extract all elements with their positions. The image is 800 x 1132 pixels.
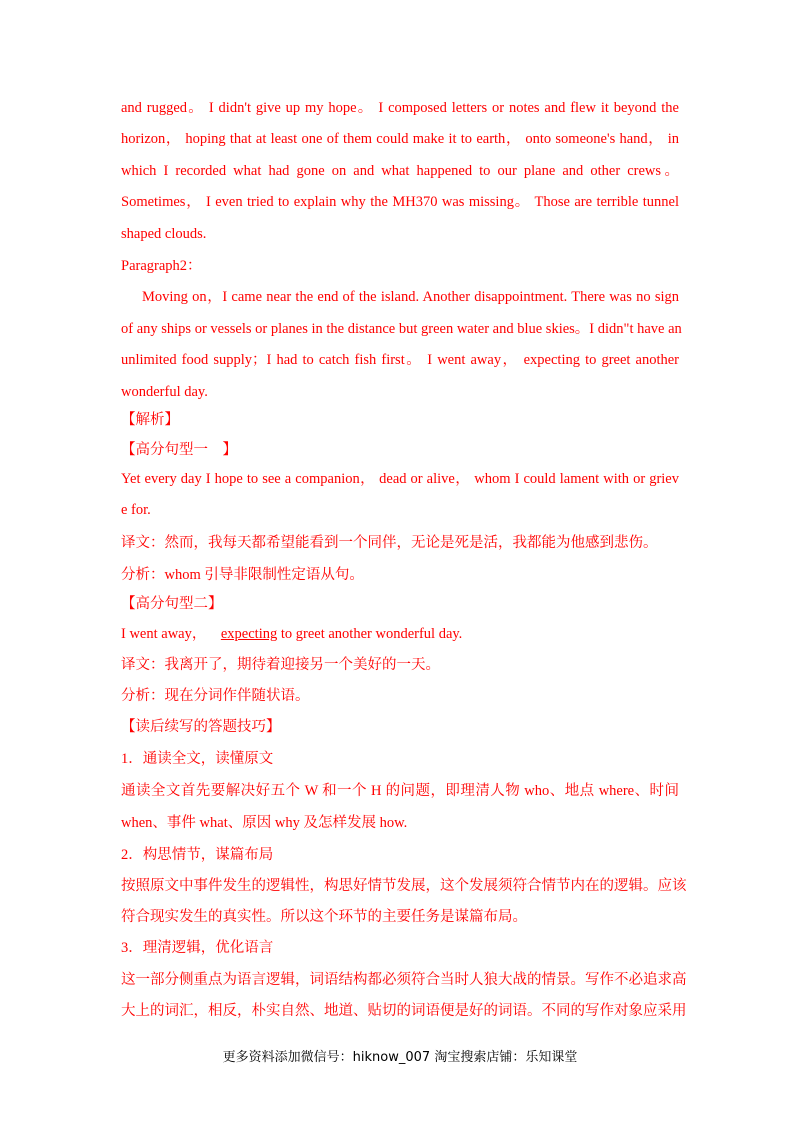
- analysis-heading: 【解析】: [121, 412, 179, 428]
- sentence1-note: 分析：whom 引导非限制性定语从句。: [121, 567, 364, 583]
- story-line: Sometimes， I even tried to explain why the MH370 was missing。 Those are terrible tunnel: [121, 194, 679, 210]
- sentence2-underlined-word: expecting: [220, 626, 278, 642]
- tip1-text: 通读全文首先要解决好五个 W 和一个 H 的问题，即理清人物 who、地点 where、时间: [121, 783, 679, 799]
- sentence2-text-end: to greet another wonderful day.: [277, 626, 463, 642]
- story-line: Moving on，I came near the end of the island. Another disappointment. There was no sign: [142, 289, 679, 305]
- tips-heading: 【读后续写的答题技巧】: [121, 719, 281, 735]
- tip1-title: 1．通读全文，读懂原文: [121, 751, 274, 767]
- story-line: and rugged。 I didn't give up my hope。 I composed letters or notes and flew it beyond the: [121, 100, 679, 116]
- story-line: shaped clouds.: [121, 226, 207, 242]
- tip1-text-cont: when、事件 what、原因 why 及怎样发展 how.: [121, 815, 408, 831]
- tip2-title: 2．构思情节，谋篇布局: [121, 847, 274, 863]
- story-line: unlimited food supply；I had to catch fish first。 I went away， expecting to greet another: [121, 352, 679, 368]
- sentence1-text: Yet every day I hope to see a companion， dead or alive， whom I could lament with or griev: [121, 471, 679, 487]
- story-line: of any ships or vessels or planes in the distance but green water and blue skies。I didn"t have an: [121, 321, 682, 337]
- sentence2-translation: 译文：我离开了，期待着迎接另一个美好的一天。: [121, 657, 440, 673]
- sentence1-text-cont: e for.: [121, 502, 151, 518]
- story-line: which I recorded what had gone on and what happened to our plane and other crews。: [121, 163, 679, 179]
- sentence1-heading: 【高分句型一 】: [121, 442, 237, 458]
- sentence2-note: 分析：现在分词作伴随状语。: [121, 688, 310, 704]
- sentence2-text: [121, 624, 679, 644]
- story-line: wonderful day.: [121, 384, 208, 400]
- sentence1-translation: 译文：然而，我每天都希望能看到一个同伴，无论是死是活，我都能为他感到悲伤。: [121, 535, 658, 551]
- tip2-text: 按照原文中事件发生的逻辑性，构思好情节发展，这个发展须符合情节内在的逻辑。应该: [121, 878, 687, 894]
- story-line: horizon， hoping that at least one of them could make it to earth， onto someone's hand， in: [121, 131, 679, 147]
- sentence2-heading: 【高分句型二】: [121, 596, 223, 612]
- tip3-title: 3．理清逻辑，优化语言: [121, 940, 274, 956]
- sentence2-text-start: I went away，: [121, 626, 221, 642]
- paragraph2-label: Paragraph2：: [121, 258, 202, 274]
- page-footer: 更多资料添加微信号：hiknow_007 淘宝搜索店铺：乐知课堂: [222, 1050, 578, 1065]
- tip2-text-cont: 符合现实发生的真实性。所以这个环节的主要任务是谋篇布局。: [121, 909, 527, 925]
- tip3-text: 这一部分侧重点为语言逻辑，词语结构都必须符合当时人狼大战的情景。写作不必追求高: [121, 972, 687, 988]
- tip3-text-cont: 大上的词汇，相反，朴实自然、地道、贴切的词语便是好的词语。不同的写作对象应采用: [121, 1003, 687, 1019]
